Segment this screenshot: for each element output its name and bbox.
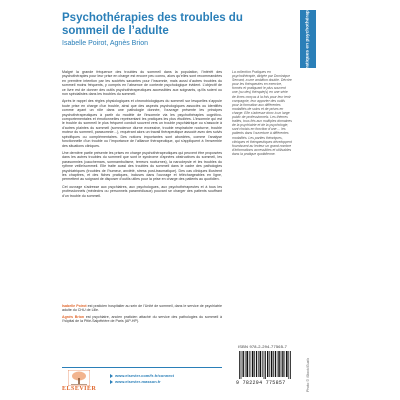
- description-paragraph-3: Une dernière partie présente les prises en charge psychothérapeutiques qui peuvent être proposées dans les autres troubles du sommeil que sont le syndrome d’apnées obstructives du sommeil, les parasomnies (cauchemars, somnambulisme, terreurs nocturnes), la narcolepsie et les troubles du rythme veille/sommeil. Elle traite aussi des troubles du sommeil dans le cadre des pathologies psychiatriques (troubles de l’humeur, anxiété, stress post-traumatique). Des cas cliniques illustrent les chapitres, et des fiches pratiques, incluses dans l’ouvrage et téléchargeables en ligne, permettent au soignant de disposer d’outils utiles pour la prise en charge des patients au quotidien.: [62, 150, 222, 182]
- web-links: [110, 373, 174, 385]
- arrow-right-icon: [110, 374, 113, 378]
- photo-credit: [304, 357, 312, 393]
- isbn: ISBN 978-2-294-77565-7: [238, 344, 288, 349]
- publisher-logo: [62, 370, 96, 400]
- collection-label: [300, 6, 316, 72]
- publisher-name: ELSEVIER: [62, 386, 97, 392]
- author-name: Agnès Brion: [62, 314, 85, 319]
- description-paragraph-1: Malgré la grande fréquence des troubles du sommeil dans la population, l’intérêt des psychothérapies pour leur prise en charge est encore peu connu, alors qu’elles sont recommandées en première intention par les sociétés savantes pour l’insomnie, mais aussi d’autres troubles du sommeil moins fréquents, y compris en l’absence de contexte psychologique évident. L’objectif de ce livre est de donner des outils psychothérapeutiques accessibles aux soignants, qu’ils soient ou non spécialistes dans les troubles du sommeil.: [62, 70, 222, 97]
- web-link-text: www.elsevier-masson.fr: [115, 379, 161, 384]
- description-paragraph-4: Cet ouvrage s’adresse aux psychiatres, aux psychologues, aux psychothérapeutes et à tous les professionnels (médecins ou personnels paramédicaux) pouvant se charger des patients souffrant d’un trouble du sommeil.: [62, 184, 222, 198]
- collection-description: La collection Pratiques en psychothérapie, dirigée par Dominique Servant, a une ambition double. Décrire pour les thérapeutes en exercice, formés et pratiquant le plus souvent une (ou des) thérapie(s) en une série de livres conçus à la fois pour leur tenir compagnie, leur apporter des outils pour la formation aux différentes modalités de soins et de prises en charge. Elle s’adresse donc à un large public de professionnels. Les thèmes traités, tous liés aux multiples domaines de la psychiatrie et de la psychologie, sont choisis en fonction d’une ... les patients dans l’ouverture à différentes modalités. Les parties théoriques, cliniques et thérapeutiques développent fournissent au lecteur un grand nombre d’informations accessibles et utilisables dans la pratique quotidienne.: [232, 70, 292, 156]
- elsevier-tree-icon: [68, 370, 90, 386]
- collection-label-text: Pratiques en psychothérapie: [305, 6, 311, 72]
- author-notes: [62, 304, 222, 326]
- barcode-digits: 9 782294 775857: [236, 380, 286, 386]
- photo-credit-text: Photo © iStock/Guzik: [306, 357, 310, 393]
- footer-divider: [62, 367, 222, 368]
- author-note: [62, 315, 222, 324]
- author-name: Isabelle Poirot: [62, 304, 87, 308]
- barcode: [238, 351, 294, 379]
- author-note: [62, 304, 222, 313]
- author-bio: est praticien hospitalier au sein de l’Unité de sommeil, dans le service de psychiatrie adulte du CHU de Lille.: [62, 304, 222, 313]
- web-link-text: www.elsevier.com/fr-fr/connect: [115, 373, 174, 378]
- book-authors: Isabelle Poirot, Agnès Brion: [62, 40, 148, 47]
- book-description: [62, 70, 222, 201]
- author-bio: est psychiatre, ancien praticien attaché du service des pathologies du sommeil à l’hôpital de la Pitié-Salpêtrière de Paris (AP-HP).: [62, 314, 222, 324]
- description-paragraph-2: Après le rappel des règles physiologiques et chronobiologiques du sommeil sur lesquelles s’appuie toute prise en charge d’un trouble, ainsi que des aspects psychologiques associés ou identifiés comme ayant un rôle dans une pathologie donnée, l’ouvrage présente les principes psychothérapeutiques à partir du modèle de l’insomnie via les psychothérapies cognitivo-comportementales et émotionnelles représentant les pratiques les plus étudiées. L’insomnie qui est le trouble du sommeil le plus fréquent conduit souvent vers un trouble psychiatrique ou s’associe à d’autres plaintes du sommeil (somnolence diurne excessive, trouble respiratoire nocturne, trouble moteur du sommeil, parasomnie…), requérant alors un travail thérapeutique associé avec des suivis spécifiques ou complémentaires. Des notions importantes sont abordées, comme l’analyse fonctionnelle d’un trouble ou l’importance de l’alliance thérapeutique, qui s’appliquent à l’ensemble des situations cliniques.: [62, 99, 222, 148]
- arrow-right-icon: [110, 380, 113, 384]
- web-link[interactable]: [110, 379, 174, 385]
- book-title: Psychothérapies des troubles du sommeil de l’adulte: [62, 12, 243, 37]
